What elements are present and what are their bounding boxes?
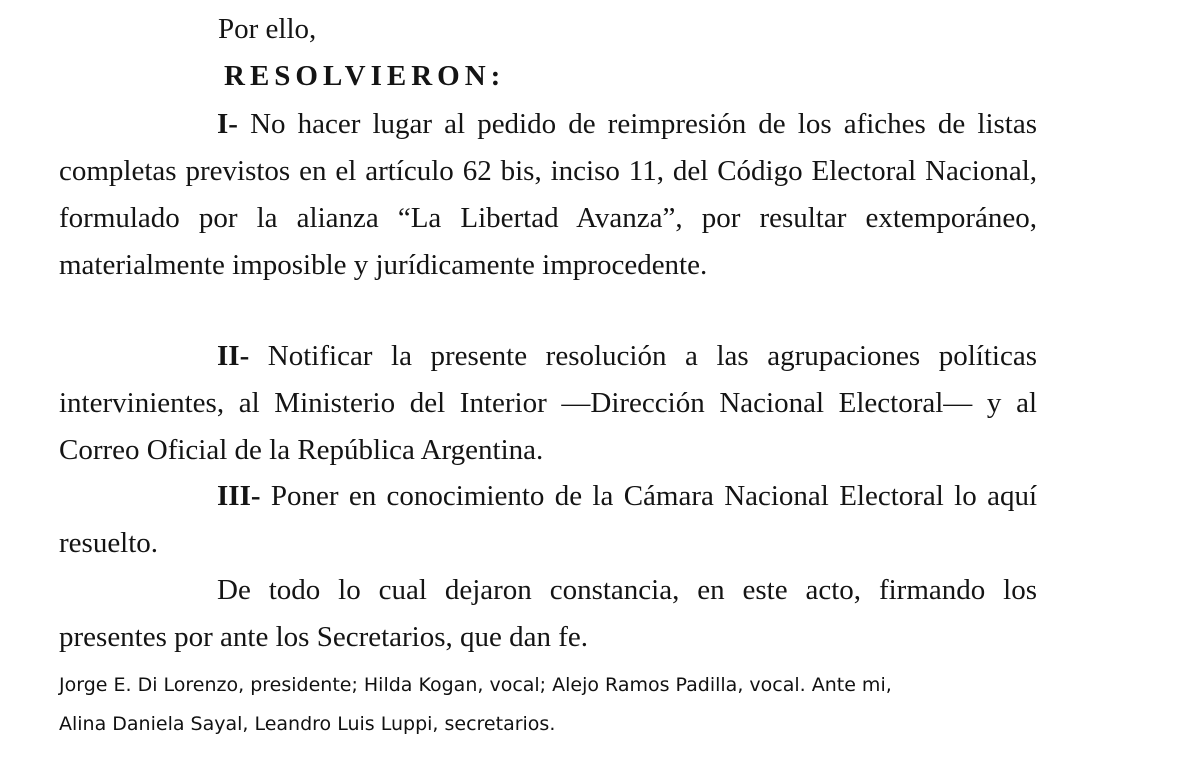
closing-paragraph: De todo lo cual dejaron constancia, en este acto, firmando los presentes por ante los Secretarios, que dan fe. <box>59 574 1037 653</box>
resolution-heading: RESOLVIERON: <box>224 60 506 92</box>
resolution-item-2 <box>59 333 1037 474</box>
resolution-number-2: II- <box>217 340 250 372</box>
resolution-number-3: III- <box>217 480 261 512</box>
resolution-text-2: Notificar la presente resolución a las agrupaciones políticas intervinientes, al Ministerio del Interior —Dirección Nacional Electoral— y al Correo Oficial de la República Argentina. <box>59 340 1037 466</box>
signers-line-1: Jorge E. Di Lorenzo, presidente; Hilda Kogan, vocal; Alejo Ramos Padilla, vocal. Ante mi, <box>59 674 892 696</box>
signers-block <box>59 666 1059 744</box>
resolution-item-1 <box>59 101 1037 289</box>
intro-text: Por ello, <box>218 13 317 45</box>
resolution-text-3: Poner en conocimiento de la Cámara Nacional Electoral lo aquí resuelto. <box>59 480 1038 559</box>
resolution-item-3 <box>59 473 1037 567</box>
resolution-text-1: No hacer lugar al pedido de reimpresión de los afiches de listas completas previstos en el artículo 62 bis, inciso 11, del Código Electoral Nacional, formulado por la alianza “La Libertad Avanza”, por resultar extemporáneo, materialmente imposible y jurídicamente improcedente. <box>59 108 1038 281</box>
resolution-number-1: I- <box>217 108 238 140</box>
signers-line-2: Alina Daniela Sayal, Leandro Luis Luppi, secretarios. <box>59 713 556 735</box>
